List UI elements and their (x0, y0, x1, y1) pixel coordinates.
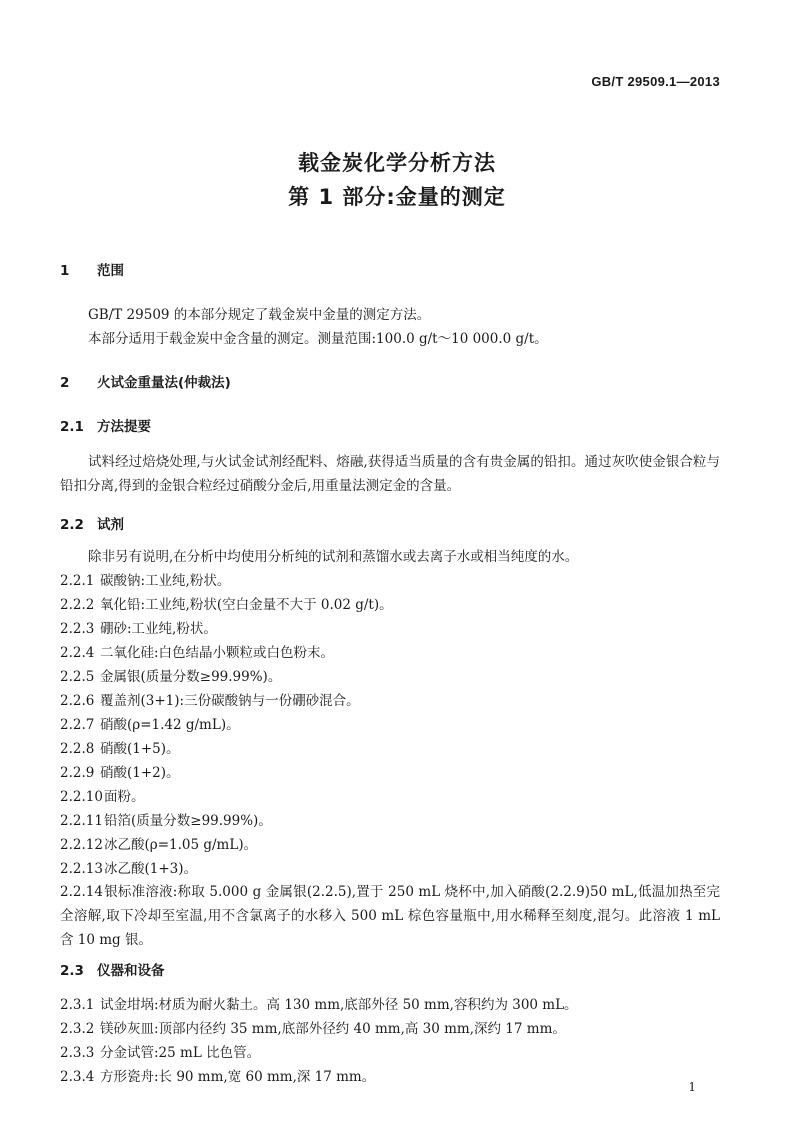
document-subtitle: 第 1 部分:金量的测定 (288, 185, 506, 209)
reagent-item (60, 836, 257, 854)
section-title: 火试金重量法(仲裁法) (97, 375, 231, 391)
item-text: 试金坩埚:材质为耐火黏土。高 130 mm,底部外径 50 mm,容积约为 300 mL。 (100, 997, 578, 1013)
item-number: 2.2.14 (60, 884, 103, 900)
section-2-2-intro: 除非另有说明,在分析中均使用分析纯的试剂和蒸馏水或去离子水或相当纯度的水。 (88, 549, 579, 565)
item-number: 2.2.2 (60, 597, 95, 613)
reagent-item (60, 764, 180, 782)
reagent-item (60, 668, 281, 686)
section-2-1-paragraph: 试料经过焙烧处理,与火试金试剂经配料、熔融,获得适当质量的含有贵金属的铅扣。通过灰吹使金银合粒与铅扣分离,得到的金银合粒经过硝酸分金后,用重量法测定金的含量。 (60, 454, 720, 494)
item-text: 碳酸钠:工业纯,粉状。 (100, 573, 231, 589)
item-text: 覆盖剂(3+1):三份碳酸钠与一份硼砂混合。 (100, 693, 360, 709)
item-number: 2.2.11 (60, 813, 103, 829)
page-number: 1 (688, 1080, 696, 1094)
section-1-paragraph-1: GB/T 29509 的本部分规定了载金炭中金量的测定方法。 (88, 307, 431, 323)
item-text: 银标准溶液:称取 5.000 g 金属银(2.2.5),置于 250 mL 烧杯中,加入硝酸(2.2.9)50 mL,低温加热至完全溶解,取下冷却至室温,用不含氯离子的水移入 500 mL 棕色容量瓶中,用水稀释至刻度,混匀。此溶液 1 mL 含 10 mg 银。 (60, 884, 720, 948)
equipment-item (60, 996, 578, 1014)
section-title: 试剂 (97, 517, 124, 533)
reagent-item (60, 572, 230, 590)
section-number: 1 (60, 263, 70, 279)
section-2-3-heading (60, 962, 165, 980)
item-number: 2.2.5 (60, 669, 95, 685)
item-number: 2.2.3 (60, 621, 95, 637)
item-number: 2.2.10 (60, 789, 103, 805)
item-number: 2.2.6 (60, 693, 95, 709)
reagent-item (60, 740, 180, 758)
reagent-item-2-2-14 (60, 880, 720, 952)
reagent-item (60, 644, 334, 662)
section-1-paragraph-2: 本部分适用于载金炭中金含量的测定。测量范围:100.0 g/t～10 000.0 g/t。 (88, 331, 548, 347)
item-number: 2.3.2 (60, 1021, 95, 1037)
item-text: 氧化铅:工业纯,粉状(空白金量不大于 0.02 g/t)。 (100, 597, 393, 613)
item-number: 2.2.1 (60, 573, 95, 589)
section-2-2-heading (60, 516, 124, 534)
equipment-item (60, 1044, 260, 1062)
item-number: 2.2.8 (60, 741, 95, 757)
item-text: 金属银(质量分数≥99.99%)。 (100, 669, 282, 685)
section-title: 仪器和设备 (97, 963, 165, 979)
reagent-item (60, 596, 393, 614)
equipment-item (60, 1068, 375, 1086)
item-number: 2.2.9 (60, 765, 95, 781)
item-text: 铅箔(质量分数≥99.99%)。 (104, 813, 272, 829)
reagent-item (60, 620, 217, 638)
item-text: 分金试管:25 mL 比色管。 (100, 1045, 261, 1061)
item-text: 镁砂灰皿:顶部内径约 35 mm,底部外径约 40 mm,高 30 mm,深约 17 mm。 (100, 1021, 566, 1037)
standard-number: GB/T 29509.1—2013 (591, 74, 720, 89)
item-text: 冰乙酸(1+3)。 (104, 861, 198, 877)
item-number: 2.3.1 (60, 997, 95, 1013)
reagent-item (60, 812, 272, 830)
item-text: 硼砂:工业纯,粉状。 (100, 621, 217, 637)
reagent-item (60, 716, 240, 734)
item-text: 方形瓷舟:长 90 mm,宽 60 mm,深 17 mm。 (100, 1069, 376, 1085)
section-number: 2.3 (60, 963, 84, 979)
section-title: 方法提要 (97, 419, 151, 435)
item-number: 2.3.4 (60, 1069, 95, 1085)
section-2-1-heading (60, 418, 151, 436)
item-text: 面粉。 (104, 789, 145, 805)
item-number: 2.2.12 (60, 837, 103, 853)
reagent-item (60, 860, 197, 878)
document-title: 载金炭化学分析方法 (298, 151, 496, 175)
item-number: 2.3.3 (60, 1045, 95, 1061)
item-text: 硝酸(1+5)。 (100, 741, 180, 757)
section-title: 范围 (97, 263, 124, 279)
item-number: 2.2.4 (60, 645, 95, 661)
section-1-heading (60, 262, 124, 280)
reagent-item (60, 692, 360, 710)
equipment-item (60, 1020, 566, 1038)
section-number: 2.2 (60, 517, 84, 533)
item-text: 硝酸(1+2)。 (100, 765, 180, 781)
item-number: 2.2.13 (60, 861, 103, 877)
reagent-item (60, 788, 145, 806)
item-number: 2.2.7 (60, 717, 95, 733)
section-number: 2.1 (60, 419, 84, 435)
item-text: 二氧化硅:白色结晶小颗粒或白色粉末。 (100, 645, 335, 661)
item-text: 硝酸(ρ=1.42 g/mL)。 (100, 717, 240, 733)
section-2-heading (60, 374, 231, 392)
section-number: 2 (60, 375, 70, 391)
item-text: 冰乙酸(ρ=1.05 g/mL)。 (104, 837, 258, 853)
